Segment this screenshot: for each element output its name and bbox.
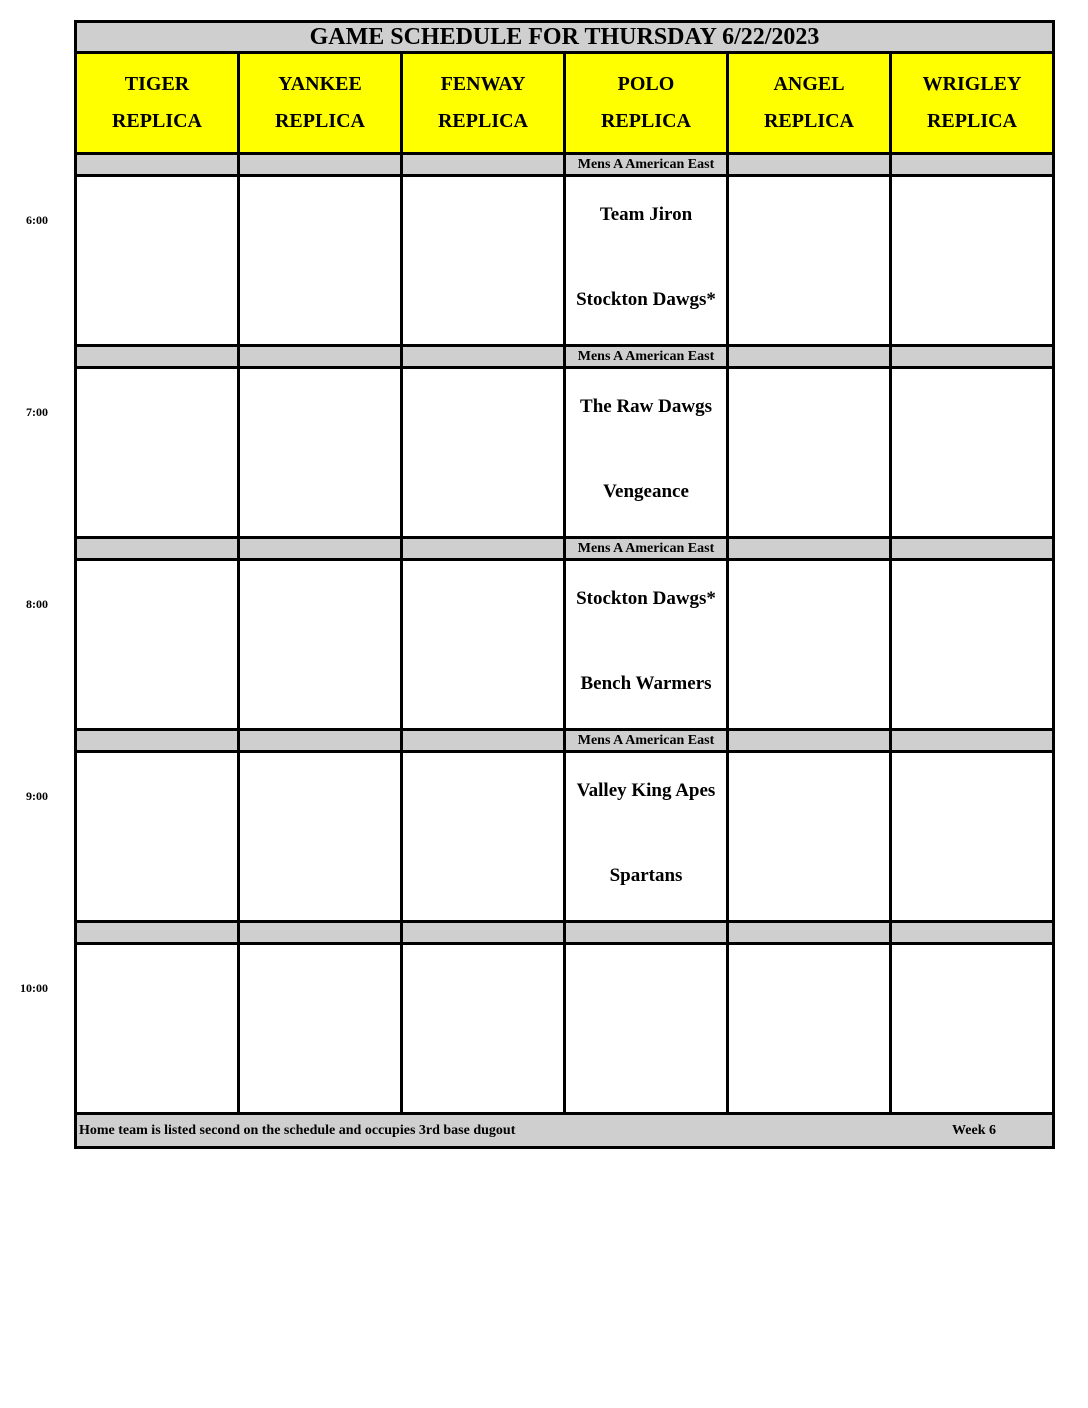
away-team: Valley King Apes — [576, 780, 716, 801]
game-cell — [240, 753, 403, 920]
field-sub: REPLICA — [437, 110, 528, 132]
field-header-polo — [566, 54, 729, 152]
game-row — [74, 753, 1055, 923]
time-slot-6pm — [26, 155, 1055, 347]
division-band — [74, 923, 1055, 945]
game-cell — [403, 561, 566, 728]
home-team-note: Home team is listed second on the schedule and occupies 3rd base dugout — [79, 1122, 516, 1138]
game-cell — [729, 177, 892, 344]
game-cell — [240, 369, 403, 536]
division-band — [74, 539, 1055, 561]
away-team: Team Jiron — [599, 204, 693, 225]
game-cell — [729, 753, 892, 920]
field-header-yankee — [240, 54, 403, 152]
division-label: Mens A American East — [566, 539, 729, 558]
field-header-row — [74, 54, 1055, 155]
field-header-angel — [729, 54, 892, 152]
game-cell — [77, 945, 240, 1112]
game-cell — [729, 369, 892, 536]
time-label: 9:00 — [26, 789, 48, 803]
game-cell — [77, 369, 240, 536]
game-cell — [77, 561, 240, 728]
time-slot-7pm — [26, 347, 1055, 539]
division-label: Mens A American East — [566, 155, 729, 174]
field-name: ANGEL — [773, 73, 845, 95]
time-slot-8pm — [26, 539, 1055, 731]
game-row — [74, 945, 1055, 1115]
field-header-wrigley — [892, 54, 1055, 152]
game-row — [74, 561, 1055, 731]
game-cell — [892, 177, 1055, 344]
division-label: Mens A American East — [566, 347, 729, 366]
game-cell — [729, 945, 892, 1112]
game-cell — [403, 753, 566, 920]
field-name: YANKEE — [278, 73, 362, 95]
game-cell — [77, 177, 240, 344]
game-cell — [403, 177, 566, 344]
division-band — [74, 347, 1055, 369]
division-label: Mens A American East — [566, 731, 729, 750]
game-cell — [892, 945, 1055, 1112]
away-team: Stockton Dawgs* — [576, 588, 716, 609]
game-cell — [892, 561, 1055, 728]
field-sub: REPLICA — [763, 110, 854, 132]
field-sub: REPLICA — [111, 110, 202, 132]
game-cell-polo — [566, 753, 729, 920]
time-label: 7:00 — [26, 405, 48, 419]
away-team: The Raw Dawgs — [580, 396, 712, 417]
time-slot-10pm — [20, 923, 1055, 1115]
schedule-title: GAME SCHEDULE FOR THURSDAY 6/22/2023 — [74, 20, 1055, 54]
game-cell-polo — [566, 945, 729, 1112]
field-name: TIGER — [124, 73, 190, 95]
game-cell — [729, 561, 892, 728]
game-cell-polo — [566, 177, 729, 344]
game-cell — [403, 945, 566, 1112]
week-label: Week 6 — [952, 1122, 996, 1138]
game-cell — [240, 177, 403, 344]
division-band — [74, 731, 1055, 753]
time-slot-9pm — [26, 731, 1055, 923]
field-sub: REPLICA — [926, 110, 1017, 132]
field-header-tiger — [77, 54, 240, 152]
field-name: POLO — [617, 73, 675, 95]
field-name: WRIGLEY — [922, 73, 1022, 95]
footer-bar — [74, 1115, 1055, 1149]
field-header-fenway — [403, 54, 566, 152]
game-cell-polo — [566, 561, 729, 728]
game-cell — [77, 753, 240, 920]
game-cell — [892, 753, 1055, 920]
time-label: 10:00 — [20, 981, 48, 995]
game-cell — [240, 945, 403, 1112]
home-team: Stockton Dawgs* — [576, 289, 716, 310]
division-band — [74, 155, 1055, 177]
division-label — [566, 923, 729, 942]
game-row — [74, 369, 1055, 539]
home-team: Bench Warmers — [580, 673, 712, 694]
field-name: FENWAY — [440, 73, 526, 95]
home-team: Vengeance — [603, 481, 689, 502]
game-cell-polo — [566, 369, 729, 536]
home-team: Spartans — [609, 865, 683, 886]
field-sub: REPLICA — [274, 110, 365, 132]
game-cell — [892, 369, 1055, 536]
field-sub: REPLICA — [600, 110, 691, 132]
schedule-sheet — [20, 20, 1055, 1149]
game-cell — [403, 369, 566, 536]
game-cell — [240, 561, 403, 728]
time-label: 6:00 — [26, 213, 48, 227]
time-label: 8:00 — [26, 597, 48, 611]
game-row — [74, 177, 1055, 347]
